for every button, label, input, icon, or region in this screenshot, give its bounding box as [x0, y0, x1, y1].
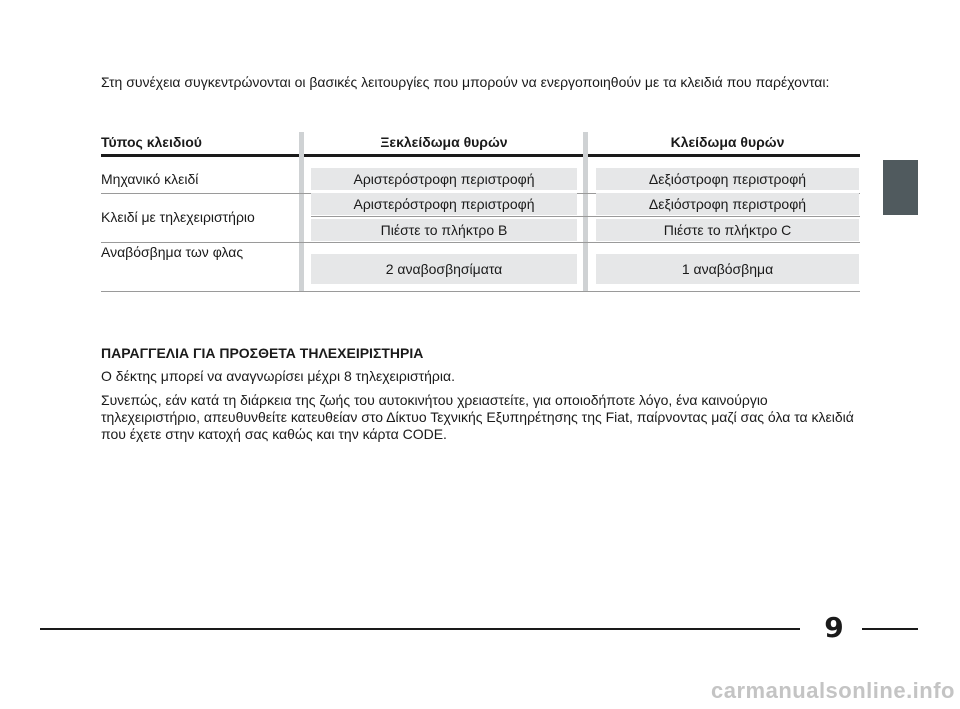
- watermark: carmanualsonline.info: [711, 678, 955, 703]
- header-unlock: Ξεκλείδωμα θυρών: [380, 134, 508, 150]
- header-key-type: Τύπος κλειδιού: [101, 134, 202, 150]
- row-remote-key-lock-button: Πιέστε το πλήκτρο C: [596, 219, 859, 241]
- row-mechanical-key-type: Μηχανικό κλειδί: [101, 171, 199, 187]
- row-divider: [101, 291, 860, 292]
- column-separator: [583, 132, 588, 292]
- header-rule: [101, 154, 860, 157]
- row-mechanical-key-unlock: Αριστερόστροφη περιστροφή: [311, 168, 577, 190]
- key-functions-table: [101, 132, 860, 292]
- row-remote-key-unlock-button: Πιέστε το πλήκτρο B: [311, 219, 577, 241]
- chapter-tab: [883, 160, 918, 215]
- row-mechanical-key-lock: Δεξιόστροφη περιστροφή: [596, 168, 859, 190]
- page-number: 9: [824, 611, 844, 644]
- row-remote-key-lock: Δεξιόστροφη περιστροφή: [596, 193, 859, 215]
- section-title: ΠΑΡΑΓΓΕΛΙΑ ΓΙΑ ΠΡΟΣΘΕΤΑ ΤΗΛΕΧΕΙΡΙΣΤΗΡΙΑ: [101, 345, 424, 361]
- footer-rule-left: [40, 628, 800, 630]
- intro-paragraph: Στη συνέχεια συγκεντρώνονται οι βασικές λειτουργίες που μπορούν να ενεργοποιηθούν με τα κλειδιά που παρέχονται:: [101, 74, 830, 90]
- row-indicators-type: Αναβόσβημα των φλας: [101, 244, 244, 260]
- footer-rule-right: [862, 628, 918, 630]
- row-remote-key-type: Κλειδί με τηλεχειριστήριο: [101, 209, 255, 225]
- row-subdivider: [311, 216, 860, 217]
- section-paragraph-1: Ο δέκτης μπορεί να αναγνωρίσει μέχρι 8 τηλεχειριστήρια.: [101, 368, 455, 384]
- row-indicators-unlock: 2 αναβοσβησίματα: [311, 254, 577, 284]
- row-remote-key-unlock: Αριστερόστροφη περιστροφή: [311, 193, 577, 215]
- row-indicators-lock: 1 αναβόσβημα: [596, 254, 859, 284]
- section-paragraph-2: Συνεπώς, εάν κατά τη διάρκεια της ζωής του αυτοκινήτου χρειαστείτε, για οποιοδήποτε λόγο, ένα καινούργιο τηλεχειριστήριο, απευθυνθείτε κατευθείαν στο Δίκτυο Τεχνικής Εξυπηρέτησης της Fiat, παίρνοντας μαζί σας όλα τα κλειδιά που έχετε στην κατοχή σας καθώς και την κάρτα CODE.: [101, 392, 854, 442]
- header-lock: Κλείδωμα θυρών: [670, 134, 785, 150]
- row-divider: [101, 242, 860, 243]
- additional-remotes-section: [101, 345, 861, 450]
- column-separator: [299, 132, 304, 292]
